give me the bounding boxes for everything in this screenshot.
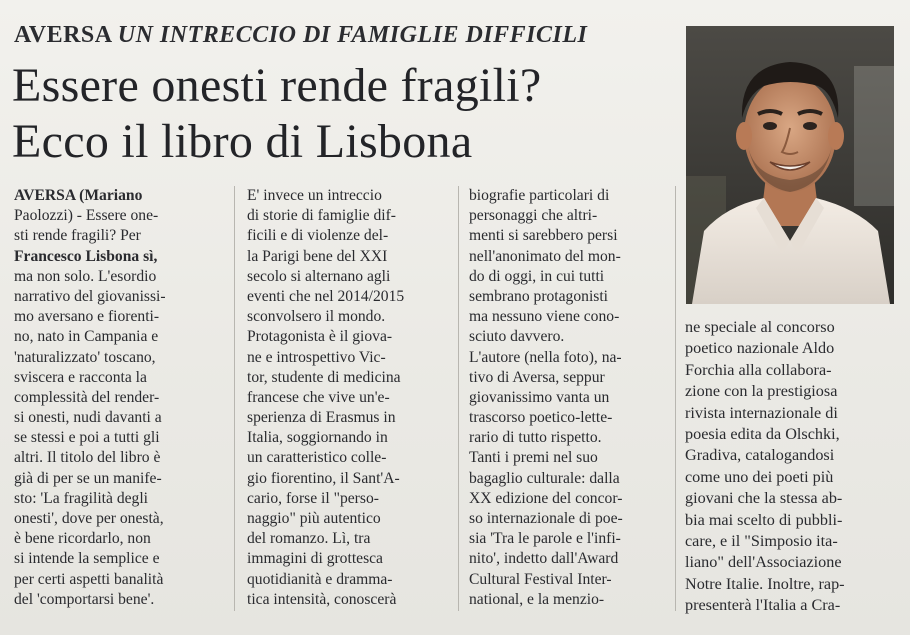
column-line: quotidianità e dramma- (247, 570, 393, 588)
column-line: sia 'Tra le parole e l'infi- (469, 530, 621, 548)
column-line: sciuto davvero. (469, 328, 565, 346)
column-line: naggio" più autentico (247, 510, 381, 527)
column-line: del romanzo. Lì, tra (247, 530, 371, 548)
column-line: cario, forse il "perso- (247, 489, 379, 507)
column-line: giovani che la stessa ab- (685, 489, 843, 508)
column-line: Gradiva, catalogandosi (685, 446, 835, 465)
column-line: poesia edita da Olschki, (685, 424, 840, 443)
column-line: sviscera e racconta la (14, 368, 147, 386)
column-line: ficili e di violenze del- (247, 227, 389, 245)
column-line: sconvolsero il mondo. (247, 308, 386, 326)
article-column-1 (14, 186, 224, 610)
column-line: si intende la semplice e (14, 550, 160, 568)
column-line: nito', indetto dall'Award (469, 550, 619, 568)
column-line: per certi aspetti banalità (14, 570, 164, 588)
column-line: biografie particolari di (469, 187, 610, 204)
column-line: rario di tutto rispetto. (469, 429, 602, 447)
article-column-4 (685, 317, 895, 616)
portrait-photo-icon (686, 26, 894, 304)
column-line: Notre Italie. Inoltre, rap- (685, 574, 845, 593)
column-line: sto: 'La fragilità degli (14, 489, 149, 507)
column-line: bia mai scelto di pubbli- (685, 510, 843, 529)
column-line: Paolozzi) - Essere one- (14, 207, 159, 225)
column-line: Francesco Lisbona sì, (14, 247, 158, 265)
column-line: secolo si alternano agli (247, 267, 391, 285)
column-divider (458, 186, 459, 611)
column-line: presenterà l'Italia a Cra- (685, 596, 841, 615)
column-line: rivista internazionale di (685, 403, 838, 422)
column-line: la Parigi bene del XXI (247, 247, 388, 265)
column-line: si onesti, nudi davanti a (14, 409, 162, 427)
column-line: personaggi che altri- (469, 207, 598, 225)
column-line: tor, studente di medicina (247, 368, 401, 386)
column-line: L'autore (nella foto), na- (469, 348, 622, 366)
column-line: ma non solo. L'esordio (14, 267, 157, 285)
column-line: ma nessuno viene cono- (469, 308, 620, 326)
column-line: zione con la prestigiosa (685, 382, 838, 401)
column-line: XX edizione del concor- (469, 489, 623, 507)
kicker-subject: UN INTRECCIO DI FAMIGLIE DIFFICILI (117, 22, 588, 48)
column-line: gio fiorentino, il Sant'A- (247, 469, 400, 487)
column-line: poetico nazionale Aldo (685, 339, 835, 358)
column-line: Tanti i premi nel suo (469, 449, 598, 467)
column-line: come uno dei poeti più (685, 467, 834, 486)
column-line: immagini di grottesca (247, 550, 383, 568)
headline-line-1: Essere onesti rende fragili? (12, 59, 542, 112)
column-line: del 'comportarsi bene'. (14, 590, 155, 608)
column-line: E' invece un intreccio (247, 187, 382, 204)
column-line: so internazionale di poe- (469, 510, 623, 527)
column-line: altri. Il titolo del libro è (14, 449, 161, 467)
column-line: già di per se un manife- (14, 469, 162, 487)
column-line: do di oggi, in cui tutti (469, 267, 605, 285)
column-line: Forchia alla collabora- (685, 360, 832, 379)
kicker-place: AVERSA (14, 22, 112, 48)
column-line: di storie di famiglie dif- (247, 207, 396, 225)
column-line: sti rende fragili? Per (14, 227, 141, 245)
column-line: nell'anonimato del mon- (469, 247, 621, 265)
article-column-3 (469, 186, 666, 610)
headline-line-2: Ecco il libro di Lisbona (12, 115, 473, 168)
column-line: tica intensità, conoscerà (247, 590, 397, 608)
column-line: no, nato in Campania e (14, 328, 159, 346)
column-line: care, e il "Simposio ita- (685, 531, 838, 550)
column-line: eventi che nel 2014/2015 (247, 287, 405, 305)
column-line: trascorso poetico-lette- (469, 409, 613, 427)
column-line: è bene ricordarlo, non (14, 530, 151, 548)
column-line: complessità del render- (14, 388, 160, 406)
column-line: un caratteristico colle- (247, 449, 387, 467)
column-line: 'naturalizzato' toscano, (14, 348, 156, 366)
author-photo (686, 26, 894, 304)
column-line: Protagonista è il giova- (247, 328, 393, 346)
column-line: francese che vive un'e- (247, 388, 390, 406)
column-line: ne speciale al concorso (685, 318, 835, 336)
column-line: tivo di Aversa, seppur (469, 368, 605, 386)
column-line: Cultural Festival Inter- (469, 570, 612, 588)
article-kicker (14, 22, 587, 49)
column-line: Italia, soggiornando in (247, 429, 388, 447)
column-line: bagaglio culturale: dalla (469, 469, 620, 487)
column-divider (675, 186, 676, 611)
column-line: sperienza di Erasmus in (247, 409, 396, 427)
column-line: narrativo del giovanissi- (14, 287, 166, 305)
column-line: liano" dell'Associazione (685, 553, 842, 572)
article-column-2 (247, 186, 447, 610)
column-line: national, e la menzio- (469, 590, 605, 608)
column-line: AVERSA (Mariano (14, 187, 143, 204)
column-line: menti si sarebbero persi (469, 227, 618, 245)
column-divider (234, 186, 235, 611)
column-line: mo aversano e fiorenti- (14, 308, 160, 326)
column-line: ne e introspettivo Vic- (247, 348, 386, 366)
column-line: se stessi e poi a tutti gli (14, 429, 160, 447)
column-line: sembrano protagonisti (469, 287, 609, 305)
column-line: giovanissimo vanta un (469, 388, 610, 406)
column-line: onesti', dove per onestà, (14, 510, 164, 527)
article-headline (12, 58, 672, 170)
